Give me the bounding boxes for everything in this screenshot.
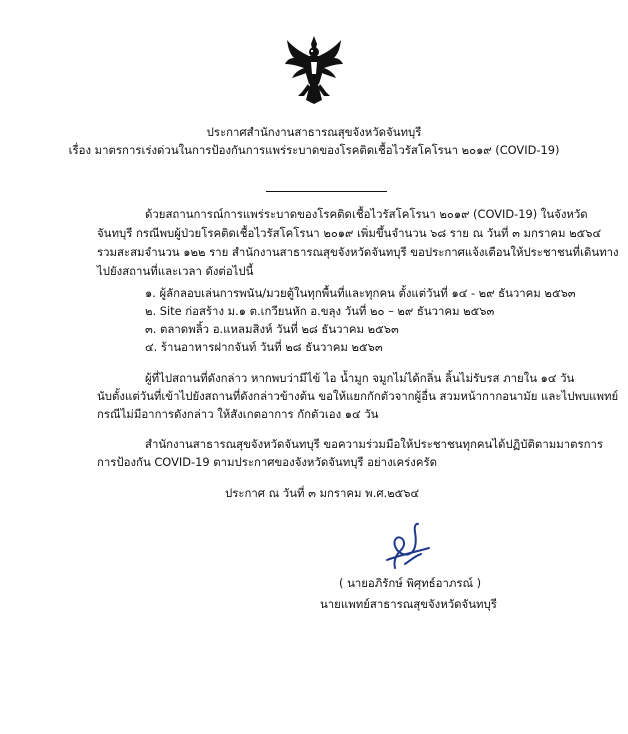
intro-line: ด้วยสถานการณ์การแพร่ระบาดของโรคติดเชื้อไวรัสโคโรนา ๒๐๑๙ (COVID-19) ในจังหวัด [145,207,588,221]
location-item: ๔. ร้านอาหารฝากจันท์ วันที่ ๒๘ ธันวาคม ๒๕๖๓ [145,340,383,354]
advice-line: กรณีไม่มีอาการดังกล่าว ให้สังเกตอาการ กักตัวเอง ๑๔ วัน [97,407,379,421]
location-item: ๒. Site ก่อสร้าง ม.๑ ต.เกวียนหัก อ.ขลุง วันที่ ๒๐ – ๒๙ ธันวาคม ๒๕๖๓ [145,304,495,318]
advice-line: นับตั้งแต่วันที่เข้าไปยังสถานที่ดังกล่าวข้างต้น ขอให้แยกกักตัวจากผู้อื่น สวมหน้ากากอนามัย และไปพบแพทย์ [97,389,619,403]
announcement-date: ประกาศ ณ วันที่ ๓ มกราคม พ.ศ.๒๕๖๔ [225,486,420,500]
advice-line: ผู้ที่ไปสถานที่ดังกล่าว หากพบว่ามีไข้ ไอ น้ำมูก จมูกไม่ได้กลิ่น ลิ้นไม่รับรส ภายใน ๑๔ วัน [145,371,575,385]
intro-line: ไปยังสถานที่และเวลา ดังต่อไปนี้ [97,264,254,278]
title-divider [266,191,387,192]
intro-line: จันทบุรี กรณีพบผู้ป่วยโรคติดเชื้อไวรัสโคโรนา ๒๐๑๙ เพิ่มขึ้นจำนวน ๖๘ ราย ณ วันที่ ๓ มกราคม ๒๕๖๔ [97,226,602,240]
closing-line: การป้องกัน COVID-19 ตามประกาศของจังหวัดจันทบุรี อย่างเคร่งครัด [97,455,437,469]
garuda-emblem-icon [284,34,344,104]
closing-line: สำนักงานสาธารณสุขจังหวัดจันทบุรี ขอความร่วมมือให้ประชาชนทุกคนได้ปฏิบัติตามมาตรการ [145,437,604,451]
handwritten-signature [383,520,433,575]
intro-line: รวมสะสมจำนวน ๑๒๒ ราย สำนักงานสาธารณสุขจังหวัดจันทบุรี ขอประกาศแจ้งเตือนให้ประชาชนที่เดินทาง [97,245,619,259]
announcement-title: ประกาศสำนักงานสาธารณสุขจังหวัดจันทบุรี [206,125,422,139]
location-item: ๓. ตลาดพลิ้ว อ.แหลมสิงห์ วันที่ ๒๘ ธันวาคม ๒๕๖๓ [145,322,399,336]
signatory-name: ( นายอภิรักษ์ พิศุทธ์อาภรณ์ ) [339,576,482,590]
announcement-subject: เรื่อง มาตรการเร่งด่วนในการป้องกันการแพร่ระบาดของโรคติดเชื้อไวรัสโคโรนา ๒๐๑๙ (COVID-19) [68,143,560,157]
signatory-position: นายแพทย์สาธารณสุขจังหวัดจันทบุรี [320,597,497,611]
location-item: ๑. ผู้ลักลอบเล่นการพนัน/มวยตู้ในทุกพื้นที่และทุกคน ตั้งแต่วันที่ ๑๔ - ๒๙ ธันวาคม ๒๕๖๓ [145,286,576,300]
